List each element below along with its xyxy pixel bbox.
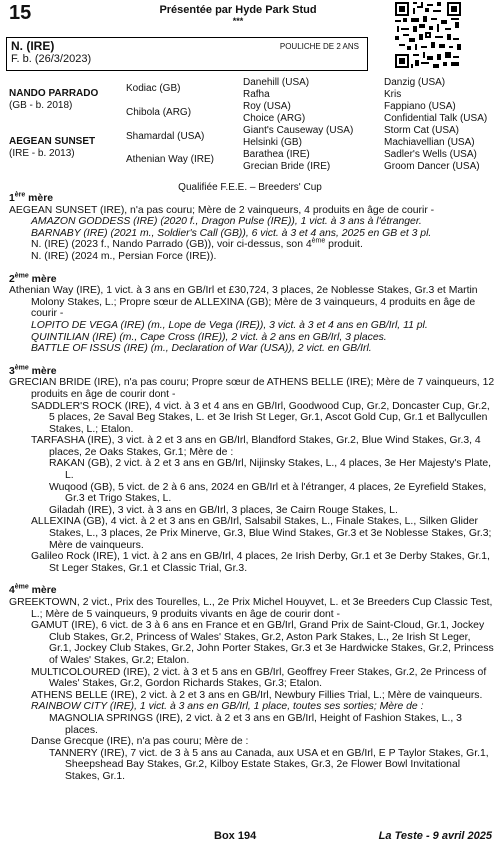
stars-rating: ***: [232, 16, 244, 26]
grand-produce-entry: TANNERY (IRE), 7 vict. de 3 à 5 ans au Canada, aux USA et en GB/Irl, E P Taylor Stakes, Gr.1, Sheepshead Bay Stakes, Gr.2, Kilboy Estate Stakes, Gr.3, 2e Flower Bowl Invitational Stakes, Gr.1.: [49, 747, 489, 782]
section-title: 4ème mère: [9, 583, 57, 597]
gen4-ancestor: Sadler's Wells (USA): [384, 149, 477, 160]
produce-entry: MULTICOLOURED (IRE), 2 vict. à 3 et 5 ans en GB/Irl, Geoffrey Freer Stakes, Gr.2, 2e Princess of Wales' Stakes, Gr.2, Gordon Richards Stakes, Gr.3; Etalon.: [31, 666, 487, 690]
qualification-line: Qualifiée F.E.E. – Breeders' Cup: [178, 182, 322, 193]
produce-entry: TARFASHA (IRE), 3 vict. à 2 et 3 ans en GB/Irl, Blandford Stakes, Gr.2, Blue Wind Stakes, Gr.3, 4 places, 2e Oaks Stakes, Gr.1; Mère de :: [31, 435, 481, 458]
family-record: [9, 193, 495, 794]
sex-age-label: POULICHE DE 2 ANS: [279, 42, 359, 51]
produce-entry: QUINTILIAN (IRE) (m., Cape Cross (IRE)), 2 vict. à 2 ans en GB/Irl, 3 places.: [31, 331, 387, 343]
produce-entry: N. (IRE) (2024 m., Persian Force (IRE)).: [31, 250, 217, 262]
dam-entry: AEGEAN SUNSET (IRE), n'a pas couru; Mère de 2 vainqueurs, 4 produits en âge de courir -: [9, 204, 435, 216]
horse-description: F. b. (26/3/2023): [11, 53, 92, 65]
gen3-ancestor: Helsinki (GB): [243, 137, 302, 148]
qr-code-icon[interactable]: [395, 2, 461, 68]
produce-entry: Galileo Rock (IRE), 1 vict. à 2 ans en GB/Irl, 4 places, 2e Irish Derby, Gr.1 et 3e Derby Stakes, Gr.1, St Leger Stakes, Gr.1 et Classic Trial, Gr.3.: [31, 551, 490, 574]
gen4-ancestor: Fappiano (USA): [384, 101, 456, 112]
gen2-ancestor: Kodiac (GB): [126, 83, 181, 94]
section-title: 3ème mère: [9, 364, 57, 377]
gen3-ancestor: Danehill (USA): [243, 77, 310, 88]
pedigree-sire: [9, 88, 98, 112]
gen4-ancestor: Confidential Talk (USA): [384, 113, 488, 124]
presenter: Présentée par Hyde Park Stud: [159, 4, 317, 16]
first-dam-section: [9, 193, 495, 263]
produce-entry: LOPITO DE VEGA (IRE) (m., Lope de Vega (IRE)), 3 vict. à 3 et 4 ans en GB/Irl, 11 pl.: [31, 319, 428, 331]
gen2-ancestor: Athenian Way (IRE): [126, 154, 214, 165]
gen3-ancestor: Giant's Causeway (USA): [243, 125, 354, 136]
produce-entry: ALLEXINA (GB), 4 vict. à 2 et 3 ans en GB/Irl, Salsabil Stakes, L., Finale Stakes, L., Silken Glider Stakes, L., 3 places, 2e Prix Minerve, Gr.3, Blue Wind Stakes, Gr.3 et 3e Noblesse Stakes, Gr.3; Mère de vainqueurs.: [31, 516, 492, 551]
second-dam-section: [9, 274, 495, 355]
horse-name: N. (IRE): [11, 39, 55, 53]
dam-entry: GREEKTOWN, 2 vict., Prix des Tourelles, L., 2e Prix Michel Houyvet, L. et 3e Breeders Cup Classic Test, L.; Mère de 5 vainqueurs, 9 produits vivants en âge de courir dont -: [9, 597, 493, 620]
gen3-ancestor: Choice (ARG): [243, 113, 306, 124]
produce-entry: ATHENS BELLE (IRE), 2 vict. à 2 et 3 ans en GB/Irl, Newbury Fillies Trial, L.; Mère de vainqueurs.: [31, 689, 483, 701]
produce-entry: Danse Grecque (IRE), n'a pas couru; Mère de :: [31, 736, 249, 748]
box-number: Box 194: [214, 830, 257, 842]
produce-entry: AMAZON GODDESS (IRE) (2020 f., Dragon Pulse (IRE)), 1 vict. à 3 ans à l'étranger.: [31, 216, 422, 228]
gen2-ancestor: Shamardal (USA): [126, 131, 205, 142]
dam-name: AEGEAN SUNSET: [9, 136, 96, 147]
gen3-ancestor: Grecian Bride (IRE): [243, 161, 331, 172]
dam-info: (IRE - b. 2013): [9, 148, 75, 159]
lot-number: 15: [9, 2, 32, 24]
fourth-dam-section: [9, 585, 495, 782]
grand-produce-entry: Giladah (IRE), 3 vict. à 3 ans en GB/Irl, 3 places, 3e Cairn Rouge Stakes, L.: [49, 504, 398, 516]
section-title: 2ème mère: [9, 272, 57, 285]
produce-entry: SADDLER'S ROCK (IRE), 4 vict. à 3 et 4 ans en GB/Irl, Goodwood Cup, Gr.2, Doncaster Cup, Gr.2, 5 places, 2e Saval Beg Stakes, L. et 3e Irish St Leger, Gr.1, Ascot Gold Cup, Gr.1 et Ballycullen Stakes, L.; Etalon.: [31, 400, 490, 435]
gen3-ancestor: Rafha: [243, 89, 270, 100]
third-dam-section: [9, 366, 495, 575]
section-title: 1ère mère: [9, 191, 54, 204]
grand-produce-entry: RAKAN (GB), 2 vict. à 2 et 3 ans en GB/Irl, Nijinsky Stakes, L., 4 places, 3e Her Majesty's Plate, L.: [49, 458, 492, 482]
sire-info: (GB - b. 2018): [9, 100, 73, 111]
produce-entry: RAINBOW CITY (IRE), 1 vict. à 3 ans en GB/Irl, 1 place, toutes ses sorties; Mère de :: [31, 701, 424, 713]
horse-identity-box: [6, 37, 368, 71]
gen4-ancestor: Storm Cat (USA): [384, 125, 460, 136]
sire-name: NANDO PARRADO: [9, 88, 99, 99]
gen4-ancestor: Kris: [384, 89, 402, 100]
produce-entry: BARNABY (IRE) (2021 m., Soldier's Call (GB)), 6 vict. à 3 et 4 ans, 2025 en GB et 3 pl.: [31, 227, 432, 239]
gen3-ancestor: Roy (USA): [243, 101, 291, 112]
dam-entry: Athenian Way (IRE), 1 vict. à 3 ans en GB/Irl et £30,724, 3 places, 2e Noblesse Stakes, Gr.3 et Martin Molony Stakes, L.; Propre sœur de ALLEXINA (GB); Mère de 3 vainqueurs, 4 produits en âge de courir -: [9, 285, 478, 320]
produce-entry: BATTLE OF ISSUS (IRE) (m., Declaration of War (USA)), 2 vict. en GB/Irl.: [31, 343, 372, 355]
grand-produce-entry: MAGNOLIA SPRINGS (IRE), 2 vict. à 2 et 3 ans en GB/Irl, Height of Fashion Stakes, L., 3 places.: [49, 712, 462, 736]
grand-produce-entry: Wuqood (GB), 5 vict. de 2 à 6 ans, 2024 en GB/Irl et à l'étranger, 4 places, 2e Eyrefield Stakes, Gr.3 et Trigo Stakes, L.: [49, 481, 487, 505]
sale-place-date: La Teste - 9 avril 2025: [378, 830, 492, 842]
gen4-ancestor: Groom Dancer (USA): [384, 161, 480, 172]
gen3-ancestor: Barathea (IRE): [243, 149, 310, 160]
pedigree-dam: [9, 136, 95, 160]
dam-entry: GRECIAN BRIDE (IRE), n'a pas couru; Propre sœur de ATHENS BELLE (IRE); Mère de 7 vainqueurs, 12 produits en âge de courir dont -: [9, 377, 495, 400]
gen4-ancestor: Danzig (USA): [384, 77, 446, 88]
produce-entry: GAMUT (IRE), 6 vict. de 3 à 6 ans en France et en GB/Irl, Grand Prix de Saint-Cloud, Gr.1, Jockey Club Stakes, Gr.2, Princess of Wales' Stakes, Gr.2, Aston Park Stakes, L., 2e Irish St Leger, Gr.1, Jockey Club Stakes, Gr.2, John Porter Stakes, Gr.3 et 3e Hardwicke Stakes, Gr.2, Princess of Wales' Stakes, Gr.2; Etalon.: [31, 620, 494, 666]
gen4-ancestor: Machiavellian (USA): [384, 137, 475, 148]
gen2-ancestor: Chibola (ARG): [126, 107, 192, 118]
produce-entry: N. (IRE) (2023 f., Nando Parrado (GB)), voir ci-dessus, son 4ème produit.: [31, 237, 363, 251]
